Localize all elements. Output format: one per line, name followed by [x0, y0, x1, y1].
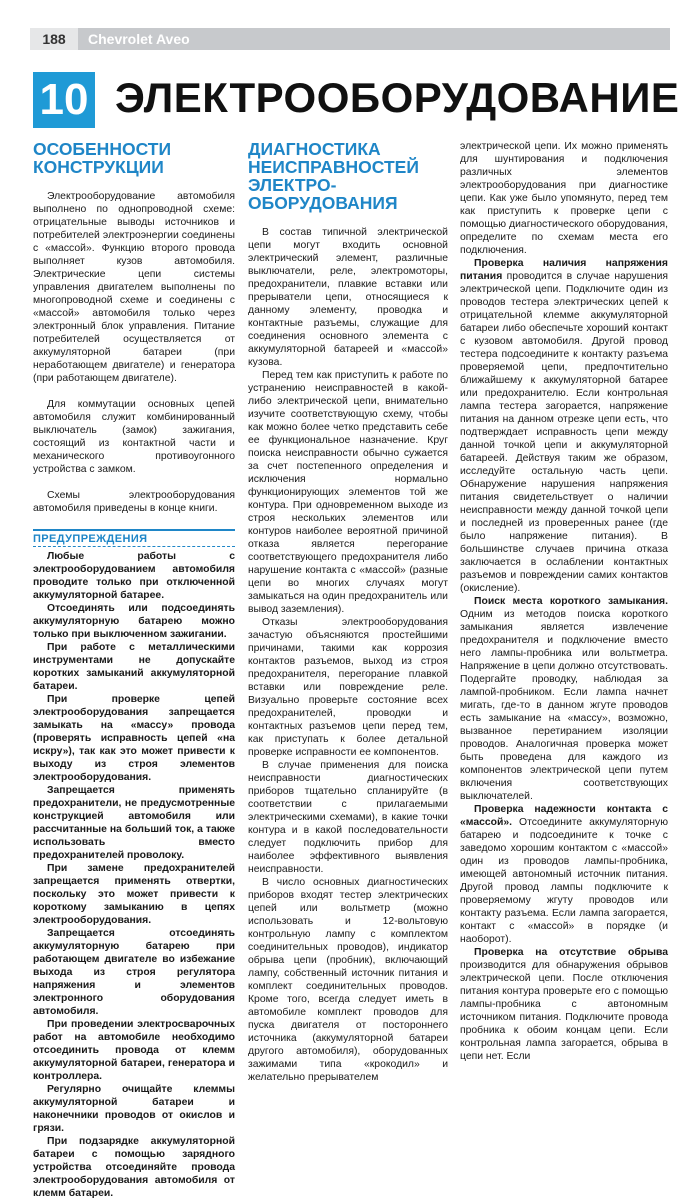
subsection-title: Проверка на отсутствие обрыва	[474, 947, 668, 958]
subsection-short-circuit	[460, 595, 668, 803]
page-number: 188	[30, 28, 78, 50]
heading-line: ОСОБЕННОСТИ	[33, 139, 172, 159]
warning-item: Любые работы с электрооборудованием автомобиля проводите только при отключенной аккумуляторной батарее.	[33, 551, 235, 601]
paragraph: Электрооборудование автомобиля выполнено по однопроводной схеме: отрицательные выводы источников и потребителей электроэнергии соединены с «массой». Функцию второго провода выполняет кузов автомобиля. Электрические цепи системы управления двигателем выполнены по многопроводной схеме и соединены с «массой» автомобиля только через электронный блок управления. Питание потребителей осуществляется от аккумуляторной батареи (при неработающем двигателе) и генератора (при работающем двигателе).	[33, 191, 235, 384]
running-header	[30, 28, 670, 50]
heading-line: ЭЛЕКТРО-	[248, 175, 337, 195]
warning-item: Запрещается применять предохранители, не предусмотренные конструкцией автомобиля или рассчитанные на больший ток, а также использовать вместо предохранителей проволоку.	[33, 785, 235, 861]
heading-line: НЕИСПРАВНОСТЕЙ	[248, 157, 419, 177]
paragraph: В случае применения для поиска неисправности диагностических приборов тщательно спланируйте (в соответствии с прилагаемыми электрическими схемами), в какие точки контура и в какой последовательности следует подключить прибор для наиболее эффективного выявления неисправности.	[248, 760, 448, 875]
paragraph: В состав типичной электрической цепи могут входить основной электрический элемент, различные выключатели, реле, электромоторы, предохранители, плавкие вставки или прерыватели цепи, относящиеся к данному элементу, проводка и контактные разъемы, служащие для соединения основного элемента с аккумуляторной батареей и «массой» кузова.	[248, 227, 448, 368]
chapter-number: 10	[33, 72, 95, 128]
paragraph: Перед тем как приступить к работе по устранению неисправностей в какой-либо электрической цепи, внимательно изучите соответствующую схему, чтобы как можно более четко представить себе ее функциональное назначение. Круг поиска неисправности обычно сужается за счет постепенного определения и исключения нормально функционирующих элементов той же контура. При одновременном выходе из строя нескольких элементов или контуров наиболее вероятной причиной отказа является перегорание соответствующего предохранителя либо нарушение контакта с «массой» (разные цепи во многих случаях могут замыкаться на один предохранитель или вывод заземления).	[248, 370, 448, 615]
warnings-divider	[33, 546, 235, 547]
warning-item: При работе с металлическими инструментами не допускайте коротких замыканий аккумуляторной батареи.	[33, 642, 235, 692]
paragraph: электрической цепи. Их можно применять для шунтирования и подключения различных элементов электрооборудования при диагностике цепи. Как уже было упомянуто, перед тем как приступить к проверке цепи с помощью диагностического оборудования, определите по схемам места его подключения.	[460, 141, 668, 256]
warning-item: Запрещается отсоединять аккумуляторную батарею при работающем двигателе во избежание выхода из строя регулятора напряжения и элементов электронного оборудования автомобиля.	[33, 928, 235, 1017]
heading-line: КОНСТРУКЦИИ	[33, 157, 164, 177]
warning-item: При замене предохранителей запрещается применять отвертки, поскольку это может привести к короткому замыканию в цепях электрооборудования.	[33, 863, 235, 926]
subsection-title: Проверка наличия напряжения питания	[460, 258, 668, 282]
subsection-title: Поиск места короткого замыкания.	[474, 596, 668, 607]
subsection-voltage-check	[460, 257, 668, 595]
warning-item: При проведении электросварочных работ на автомобиле необходимо отсоединить провода от клемм аккумуляторной батареи, генератора и контроллера.	[33, 1019, 235, 1082]
book-title: Chevrolet Aveo	[88, 31, 190, 47]
subsection-text: производится для обнаружения обрывов электрической цепи. После отключения питания контура проверьте его с помощью лампы-пробника с автономным источником питания. Подключите провода пробника к обоим концам цепи. Если контрольная лампа загорается, обрыва в цепи нет. Если	[460, 960, 668, 1062]
paragraph: Отказы электрооборудования зачастую объясняются простейшими причинами, такими как коррозия контактов разъемов, выход из строя предохранителя, перегорание плавкой вставки или повреждение реле. Визуально проверьте состояние всех предохранителей, проводки и контактных разъемов цепи перед тем, как приступать к более детальной проверке исправности ее компонентов.	[248, 617, 448, 758]
warning-item: Регулярно очищайте клеммы аккумуляторной батареи и наконечники проводов от окислов и грязи.	[33, 1084, 235, 1134]
warning-item: При проверке цепей электрооборудования запрещается замыкать на «массу» провода (проверять исправность цепей «на искру»), так как это может привести к выходу из строя элементов электрооборудования.	[33, 694, 235, 783]
heading-line: ДИАГНОСТИКА	[248, 139, 381, 159]
subsection-text: проводится в случае нарушения электрической цепи. Подключите один из проводов тестера электрических цепей к отрицательной клемме аккумуляторной батареи либо обеспечьте хороший контакт с кузовом автомобиля. Другой провод тестера подсоедините к контакту разъема проверяемой цепи, предпочтительно ближайшему к аккумуляторной батарее или предохранителю. Если контрольная лампа тестера загорается, напряжение питания на данном отрезке цепи есть, что подтверждает исправность цепи между данной точкой цепи и аккумуляторной батареей. Действуя таким же образом, исследуйте остальную часть цепи. Обнаружение нарушения напряжения питания свидетельствует о наличии неисправности между данной точкой цепи и последней из проверенных ранее (где было напряжение питания). В большинстве случаев причина отказа заключается в ослаблении контактных разъемов и повреждении самих контактов (окисление).	[460, 271, 668, 594]
column-3	[460, 140, 668, 1063]
subsection-text: Отсоедините аккумуляторную батарею и подсоедините к точке с заведомо хорошим контактом с «массой» один из проводов лампы-пробника, имеющей автономный источник питания. Другой провод лампы подключите к проверяемому жгуту проводов или контакту разъема. Если лампа загорается, контакт с «массой» в порядке (и наоборот).	[460, 817, 668, 945]
section-heading-diagnostics	[248, 140, 448, 212]
subsection-title: Проверка надежности контакта с «массой».	[460, 804, 668, 828]
column-2	[248, 140, 448, 1084]
subsection-ground-check	[460, 803, 668, 946]
warnings-title: ПРЕДУПРЕЖДЕНИЯ	[33, 529, 235, 546]
subsection-text: Одним из методов поиска короткого замыкания является извлечение предохранителя и подключение вместо него лампы-пробника или вольтметра. Напряжение в цепи должно отсутствовать. Подергайте проводку, наблюдая за лампой-пробником. Если лампа начнет мигать, где-то в данном жгуте проводов есть замыкание на «массу», возможно, вызванное перетиранием изоляции проводов. Аналогичная проверка может быть проведена для каждого из компонентов электрической цепи путем включения соответствующих выключателей.	[460, 609, 668, 802]
subsection-open-circuit	[460, 946, 668, 1063]
column-1	[33, 140, 235, 1200]
section-heading-design	[33, 140, 235, 176]
warning-item: При подзарядке аккумуляторной батареи с помощью зарядного устройства отсоединяйте провода электрооборудования автомобиля от клемм батареи.	[33, 1136, 235, 1199]
warning-item: Отсоединять или подсоединять аккумуляторную батарею можно только при выключенном зажигании.	[33, 603, 235, 640]
chapter-title: ЭЛЕКТРООБОРУДОВАНИЕ	[115, 74, 680, 121]
paragraph: В число основных диагностических приборов входят тестер электрических цепей или вольтметр (можно использовать и 12-вольтовую контрольную лампу с комплектом соединительных проводов), индикатор обрыва цепи (пробник), включающий лампу, собственный источник питания и комплект соединительных проводов. Кроме того, всегда следует иметь в автомобиле комплект проводов для пуска двигателя от постороннего источника (аккумуляторной батареи другого автомобиля), оборудованных зажимами типа «крокодил» и желательно прерывателем	[248, 877, 448, 1083]
heading-line: ОБОРУДОВАНИЯ	[248, 193, 398, 213]
paragraph: Схемы электрооборудования автомобиля приведены в конце книги.	[33, 490, 235, 514]
paragraph: Для коммутации основных цепей автомобиля служит комбинированный выключатель (замок) зажигания, состоящий из контактной части и механического противоугонного устройства с замком.	[33, 399, 235, 475]
